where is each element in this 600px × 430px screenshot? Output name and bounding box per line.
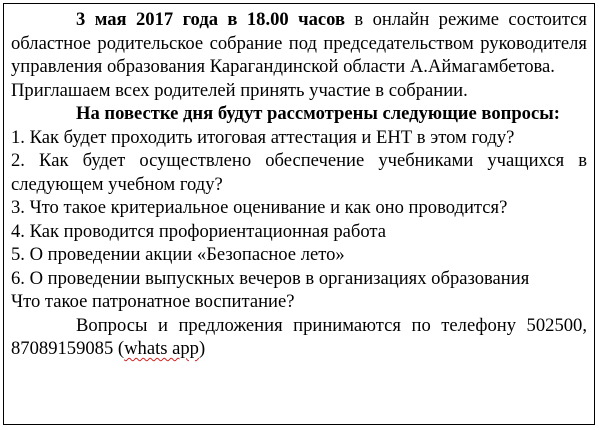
question-item-1: 1. Как будет проходить итоговая аттестация и ЕНТ в этом году? [11,126,515,148]
contact-close: ) [198,338,206,359]
contact-paragraph [11,314,587,361]
question-item-7: Что такое патронатное воспитание? [11,291,295,312]
intro-paragraph [11,8,587,79]
announcement-document [3,3,595,425]
agenda-heading: На повестке дня будут рассмотрены следующие вопросы: [76,103,560,124]
question-item-3: 3. Что такое критериальное оценивание и как оно проводится? [11,197,508,218]
intro-text: в онлайн режиме состоится областное родительское собрание под председательством руководителя управления образования Карагандинской области А.Аймагамбетова. [11,9,587,77]
contact-text: Вопросы и предложения принимаются по телефону 502500, 87089159085 ( [11,314,587,359]
question-item-2: 2. Как будет осуществлено обеспечение учебниками учащихся в следующем учебном году? [11,150,587,195]
meeting-date-time: 3 мая 2017 года в 18.00 часов [76,9,346,30]
invitation-text: Приглашаем всех родителей принять участие в собрании. [11,79,468,101]
question-item-5: 5. О проведении акции «Безопасное лето» [11,244,345,265]
question-item-4: 4. Как проводится профориентационная работа [11,220,387,242]
contact-app-name: whats app [124,338,199,359]
question-item-6: 6. О проведении выпускных вечеров в организациях образования [11,267,530,289]
